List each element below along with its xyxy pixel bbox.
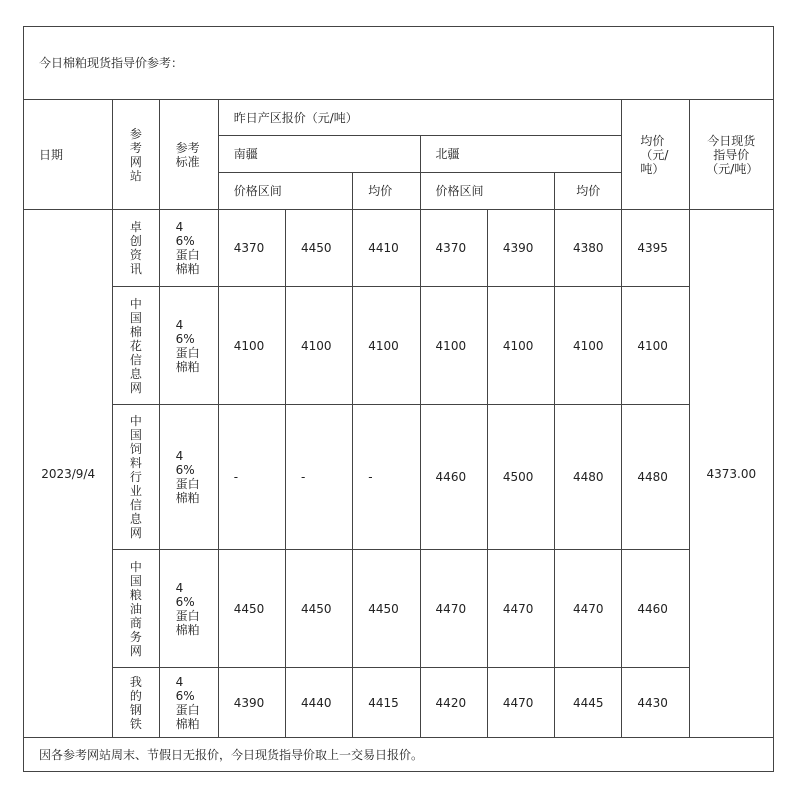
standard-cell: 46%蛋白棉粕 xyxy=(159,668,218,738)
south-avg-cell: 4410 xyxy=(353,210,420,287)
standard-cell: 46%蛋白棉粕 xyxy=(159,287,218,405)
north-high-cell: 4470 xyxy=(487,550,554,668)
date-cell: 2023/9/4 xyxy=(24,210,113,738)
price-table xyxy=(23,26,774,772)
north-avg-cell: 4380 xyxy=(555,210,622,287)
table-row xyxy=(24,405,774,550)
standard-cell: 46%蛋白棉粕 xyxy=(159,550,218,668)
site-cell: 中国棉花信息网 xyxy=(113,287,159,405)
north-high-cell: 4500 xyxy=(487,405,554,550)
south-high-cell: 4440 xyxy=(286,668,353,738)
site-header: 参考网站 xyxy=(113,100,159,210)
north-range-header: 价格区间 xyxy=(420,173,555,210)
date-header: 日期 xyxy=(24,100,113,210)
south-range-header: 价格区间 xyxy=(218,173,353,210)
north-avg-cell: 4480 xyxy=(555,405,622,550)
avg-cell: 4430 xyxy=(622,668,689,738)
north-avg-cell: 4470 xyxy=(555,550,622,668)
standard-header: 参考标准 xyxy=(159,100,218,210)
north-low-cell: 4460 xyxy=(420,405,487,550)
south-low-cell: 4390 xyxy=(218,668,285,738)
site-cell: 中国饲料行业信息网 xyxy=(113,405,159,550)
table-row xyxy=(24,550,774,668)
site-cell: 中国粮油商务网 xyxy=(113,550,159,668)
avg-cell: 4460 xyxy=(622,550,689,668)
south-avg-cell: 4415 xyxy=(353,668,420,738)
avg-cell: 4480 xyxy=(622,405,689,550)
south-high-cell: 4450 xyxy=(286,550,353,668)
north-low-cell: 4370 xyxy=(420,210,487,287)
site-cell: 卓创资讯 xyxy=(113,210,159,287)
south-low-cell: - xyxy=(218,405,285,550)
today-price-cell: 4373.00 xyxy=(689,210,773,738)
yesterday-quote-header: 昨日产区报价（元/吨） xyxy=(218,100,622,136)
average-header: 均价（元/吨） xyxy=(622,100,689,210)
avg-cell: 4100 xyxy=(622,287,689,405)
today-price-header: 今日现货指导价（元/吨） xyxy=(689,100,773,210)
table-row xyxy=(24,287,774,405)
table-row xyxy=(24,210,774,287)
south-high-cell: - xyxy=(286,405,353,550)
north-high-cell: 4390 xyxy=(487,210,554,287)
south-avg-cell: 4450 xyxy=(353,550,420,668)
site-cell: 我的钢铁 xyxy=(113,668,159,738)
south-high-cell: 4450 xyxy=(286,210,353,287)
avg-cell: 4395 xyxy=(622,210,689,287)
north-high-cell: 4470 xyxy=(487,668,554,738)
north-low-cell: 4470 xyxy=(420,550,487,668)
standard-cell: 46%蛋白棉粕 xyxy=(159,405,218,550)
south-avg-cell: - xyxy=(353,405,420,550)
standard-cell: 46%蛋白棉粕 xyxy=(159,210,218,287)
north-high-cell: 4100 xyxy=(487,287,554,405)
north-low-cell: 4420 xyxy=(420,668,487,738)
north-low-cell: 4100 xyxy=(420,287,487,405)
south-high-cell: 4100 xyxy=(286,287,353,405)
south-avg-cell: 4100 xyxy=(353,287,420,405)
footnote: 因各参考网站周末、节假日无报价，今日现货指导价取上一交易日报价。 xyxy=(24,738,774,772)
south-low-cell: 4370 xyxy=(218,210,285,287)
south-low-cell: 4100 xyxy=(218,287,285,405)
table-title: 今日棉粕现货指导价参考： xyxy=(24,27,774,100)
table-row xyxy=(24,668,774,738)
south-avg-header: 均价 xyxy=(353,173,420,210)
north-avg-cell: 4445 xyxy=(555,668,622,738)
south-header: 南疆 xyxy=(218,136,420,173)
north-header: 北疆 xyxy=(420,136,622,173)
north-avg-header: 均价 xyxy=(555,173,622,210)
north-avg-cell: 4100 xyxy=(555,287,622,405)
south-low-cell: 4450 xyxy=(218,550,285,668)
